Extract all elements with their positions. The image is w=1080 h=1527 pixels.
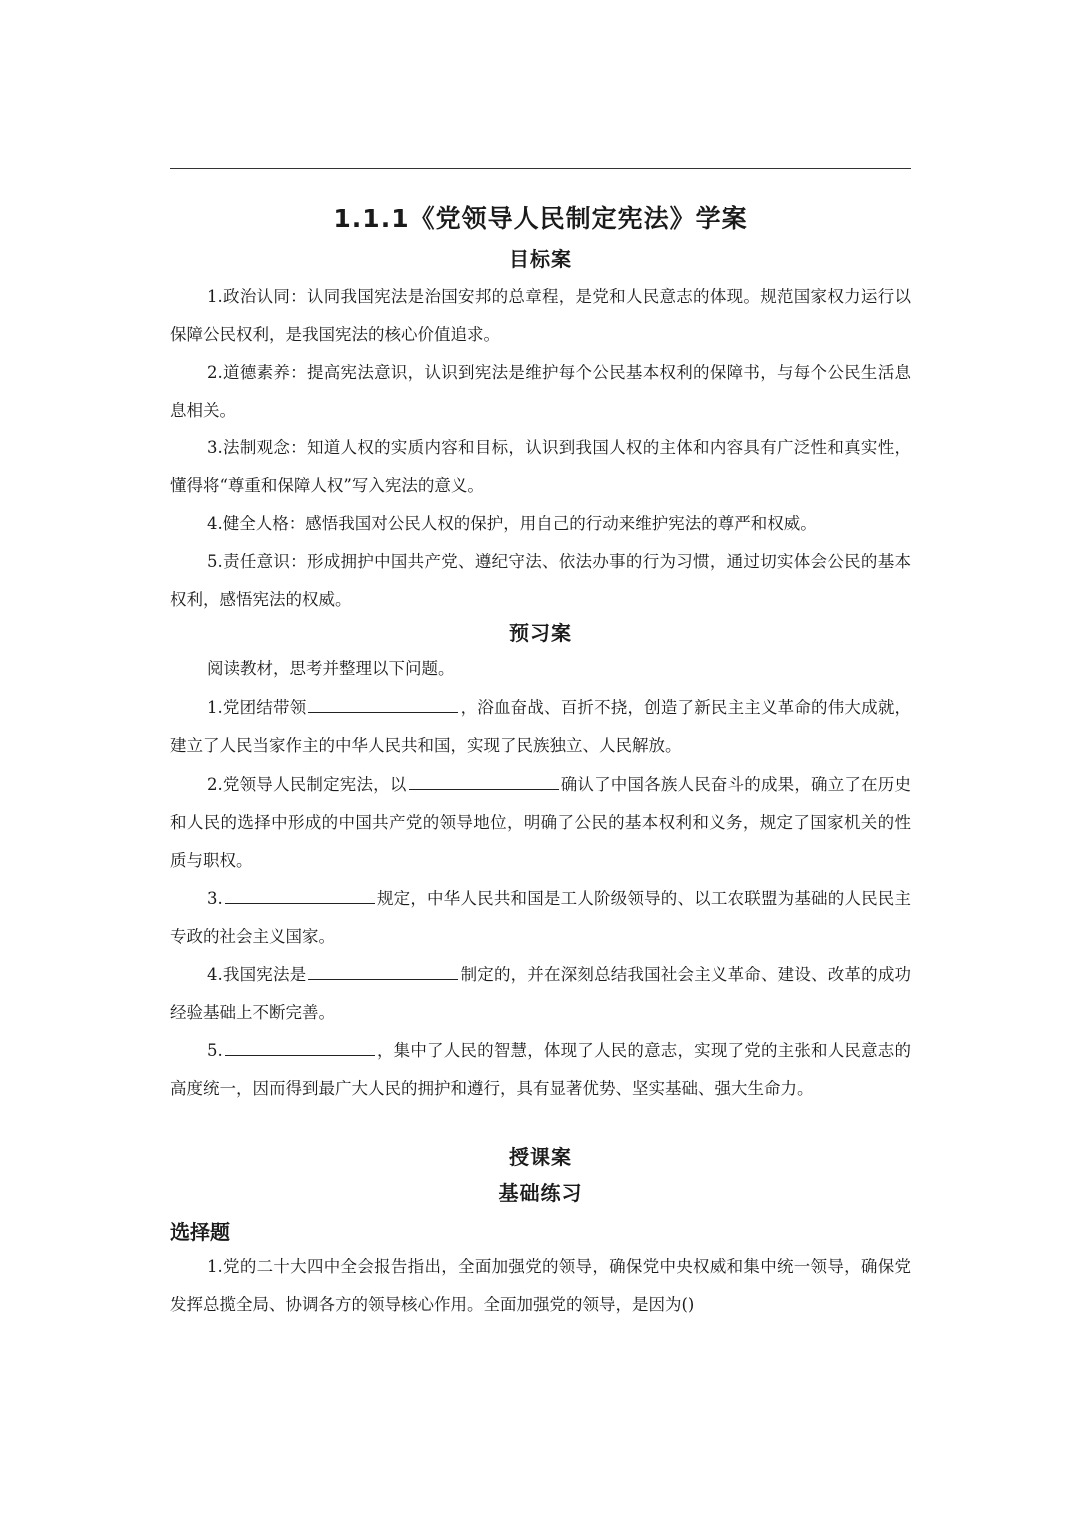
q2-answer-blank[interactable] (409, 773, 559, 790)
goal-item-4: 4.健全人格：感悟我国对公民人权的保护，用自己的行动来维护宪法的尊严和权威。 (207, 514, 817, 533)
q4-text-before: 4.我国宪法是 (207, 965, 307, 984)
q1-text-before: 1.党团结带领 (207, 698, 307, 717)
goal-item-1: 1.政治认同：认同我国宪法是治国安邦的总章程，是党和人民意志的体现。规范国家权力运行以保障公民权利，是我国宪法的核心价值追求。 (170, 287, 911, 344)
preview-question-5 (170, 1032, 911, 1108)
goals-heading: 目标案 (509, 247, 572, 271)
q3-text-after: 规定，中华人民共和国是工人阶级领导的、以工农联盟为基础的人民民主专政的社会主义国家。 (170, 889, 911, 946)
basic-practice-heading: 基础练习 (498, 1181, 583, 1205)
preview-question-1 (170, 689, 911, 765)
goal-item-2: 2.道德素养：提高宪法意识，认识到宪法是维护每个公民基本权利的保障书，与每个公民生活息息相关。 (170, 363, 911, 420)
goal-item-3: 3.法制观念：知道人权的实质内容和目标，认识到我国人权的主体和内容具有广泛性和真实性，懂得将“尊重和保障人权”写入宪法的意义。 (170, 438, 911, 495)
lesson-heading: 授课案 (509, 1145, 572, 1169)
q5-answer-blank[interactable] (225, 1039, 375, 1056)
goal-item-5: 5.责任意识：形成拥护中国共产党、遵纪守法、依法办事的行为习惯，通过切实体会公民的基本权利，感悟宪法的权威。 (170, 552, 911, 609)
q5-text-after: ，集中了人民的智慧，体现了人民的意志，实现了党的主张和人民意志的高度统一，因而得到最广大人民的拥护和遵行，具有显著优势、坚实基础、强大生命力。 (170, 1041, 911, 1098)
preview-heading: 预习案 (509, 621, 572, 645)
preview-intro: 阅读教材，思考并整理以下问题。 (207, 659, 455, 678)
q3-answer-blank[interactable] (225, 887, 375, 904)
header-rule (170, 168, 911, 169)
q4-answer-blank[interactable] (308, 963, 458, 980)
q3-text-before: 3. (207, 889, 223, 908)
document-page (170, 0, 911, 1527)
q2-text-before: 2.党领导人民制定宪法，以 (207, 775, 407, 794)
q5-text-before: 5. (207, 1041, 223, 1060)
q2-text-after: 确认了中国各族人民奋斗的成果，确立了在历史和人民的选择中形成的中国共产党的领导地位，明确了公民的基本权利和义务，规定了国家机关的性质与职权。 (170, 775, 911, 870)
preview-question-2 (170, 766, 911, 880)
q4-text-after: 制定的，并在深刻总结我国社会主义革命、建设、改革的成功经验基础上不断完善。 (170, 965, 912, 1022)
document-title: 1.1.1《党领导人民制定宪法》学案 (333, 204, 748, 233)
choice-questions-heading: 选择题 (170, 1220, 230, 1244)
preview-question-4 (170, 956, 911, 1032)
choice-question-1: 1.党的二十大四中全会报告指出，全面加强党的领导，确保党中央权威和集中统一领导，确保党发挥总揽全局、协调各方的领导核心作用。全面加强党的领导，是因为() (170, 1257, 911, 1314)
q1-answer-blank[interactable] (308, 696, 458, 713)
preview-question-3 (170, 880, 911, 956)
q1-text-after: ，浴血奋战、百折不挠，创造了新民主主义革命的伟大成就，建立了人民当家作主的中华人民共和国，实现了民族独立、人民解放。 (170, 698, 912, 755)
